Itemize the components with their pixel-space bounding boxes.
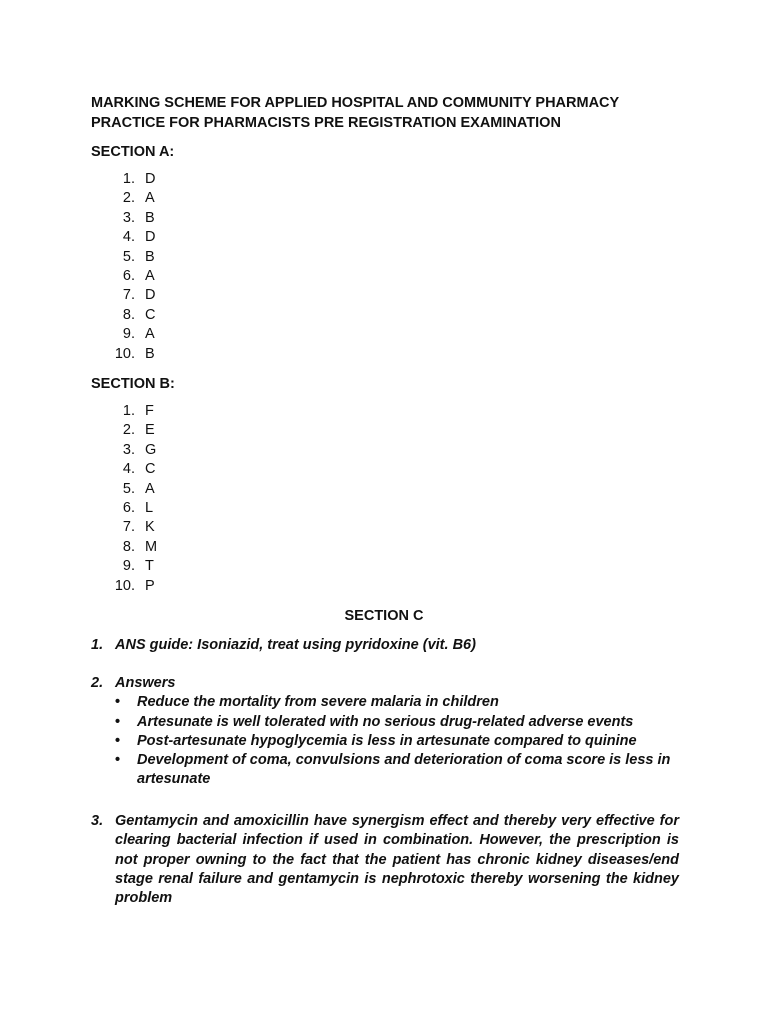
- item-number: 5.: [122, 480, 135, 497]
- section-a-answer-item: [91, 286, 155, 305]
- item-number: 3.: [122, 209, 135, 226]
- item-number: 4.: [122, 461, 135, 478]
- bullet-text: Development of coma, convulsions and deterioration of coma score is less in artesunate: [137, 752, 671, 788]
- section-b-heading: SECTION B:: [91, 376, 175, 392]
- item-answer: A: [145, 480, 155, 497]
- bullet-item: [115, 693, 679, 712]
- item-answer: A: [145, 267, 155, 284]
- section-b-answer-item: [91, 518, 157, 537]
- question-2-heading: Answers: [115, 675, 176, 691]
- bullet-item: [115, 751, 679, 790]
- item-answer: F: [145, 403, 154, 419]
- section-b-answer-item: [91, 499, 157, 518]
- item-answer: G: [145, 441, 157, 458]
- section-a-answer-item: [91, 306, 155, 325]
- item-number: 9.: [122, 558, 135, 575]
- item-number: 7.: [122, 287, 135, 304]
- item-number: 6.: [122, 267, 135, 284]
- item-number: 6.: [122, 499, 135, 516]
- bullet-icon: •: [115, 752, 121, 769]
- item-number: 1.: [122, 171, 135, 187]
- section-b-answer-item: [91, 577, 157, 596]
- bullet-item: [115, 713, 679, 732]
- document-title: [91, 93, 691, 133]
- item-answer: C: [145, 461, 156, 478]
- section-a-answer-item: [91, 267, 155, 286]
- item-number: 7.: [122, 519, 135, 536]
- item-answer: A: [145, 190, 155, 207]
- section-a-answer-item: [91, 248, 155, 267]
- bullet-icon: •: [115, 713, 121, 730]
- section-c-heading: SECTION C: [344, 608, 424, 624]
- section-a-answer-item: [91, 325, 155, 344]
- item-number: 3.: [122, 441, 135, 458]
- section-a-answer-item: [91, 345, 155, 364]
- question-number: 1.: [91, 637, 104, 653]
- section-a-heading: SECTION A:: [91, 144, 175, 160]
- item-answer: L: [145, 499, 154, 516]
- item-number: 8.: [122, 538, 135, 555]
- item-answer: M: [145, 538, 158, 555]
- bullet-icon: •: [115, 694, 121, 711]
- question-number: 2.: [91, 675, 104, 691]
- item-number: 9.: [122, 326, 135, 343]
- section-b-answer-item: [91, 421, 157, 440]
- item-number: 8.: [122, 306, 135, 323]
- item-answer: P: [145, 577, 155, 594]
- item-answer: B: [145, 209, 155, 226]
- item-number: 10.: [114, 577, 135, 594]
- section-a-answer-list: [91, 170, 155, 364]
- item-number: 2.: [122, 422, 135, 439]
- item-number: 2.: [122, 190, 135, 207]
- section-b-answer-item: [91, 480, 157, 499]
- section-b-answer-list: [91, 402, 157, 596]
- item-answer: D: [145, 229, 156, 246]
- section-a-answer-item: [91, 209, 155, 228]
- item-number: 4.: [122, 229, 135, 246]
- item-number: 10.: [114, 345, 135, 362]
- question-number: 3.: [91, 813, 104, 829]
- item-answer: D: [145, 287, 156, 304]
- item-answer: A: [145, 326, 155, 343]
- bullet-icon: •: [115, 732, 121, 749]
- section-a-answer-item: [91, 228, 155, 247]
- section-a-answer-item: [91, 189, 155, 208]
- question-3: [91, 812, 679, 908]
- bullet-item: [115, 732, 679, 751]
- title-line-1: MARKING SCHEME FOR APPLIED HOSPITAL AND COMMUNITY PHARMACY: [91, 95, 620, 111]
- item-answer: B: [145, 345, 155, 362]
- section-a-answer-item: [91, 170, 155, 189]
- item-answer: C: [145, 306, 156, 323]
- question-1-answer: ANS guide: Isoniazid, treat using pyridoxine (vit. B6): [115, 637, 476, 653]
- section-b-answer-item: [91, 402, 157, 421]
- question-2: [91, 674, 679, 790]
- item-answer: E: [145, 422, 155, 439]
- bullet-text: Post-artesunate hypoglycemia is less in artesunate compared to quinine: [137, 732, 637, 749]
- title-line-2: PRACTICE FOR PHARMACISTS PRE REGISTRATION EXAMINATION: [91, 115, 561, 131]
- item-answer: K: [145, 519, 155, 536]
- item-answer: D: [145, 171, 156, 187]
- section-b-answer-item: [91, 460, 157, 479]
- question-2-bullet-list: [115, 693, 679, 789]
- section-b-answer-item: [91, 538, 157, 557]
- section-b-answer-item: [91, 441, 157, 460]
- section-b-answer-item: [91, 557, 157, 576]
- bullet-text: Reduce the mortality from severe malaria in children: [137, 694, 499, 711]
- item-answer: T: [145, 558, 154, 575]
- bullet-text: Artesunate is well tolerated with no serious drug-related adverse events: [137, 713, 634, 730]
- item-answer: B: [145, 248, 155, 265]
- item-number: 1.: [122, 403, 135, 419]
- question-3-answer: Gentamycin and amoxicillin have synergism effect and thereby very effective for clearing bacterial infection if used in combination. However, the prescription is not proper owning to the fact that the patient has chronic kidney diseases/end stage renal failure and gentamycin is nephrotoxic thereby worsening the kidney problem: [115, 813, 679, 907]
- question-1: [91, 636, 679, 655]
- item-number: 5.: [122, 248, 135, 265]
